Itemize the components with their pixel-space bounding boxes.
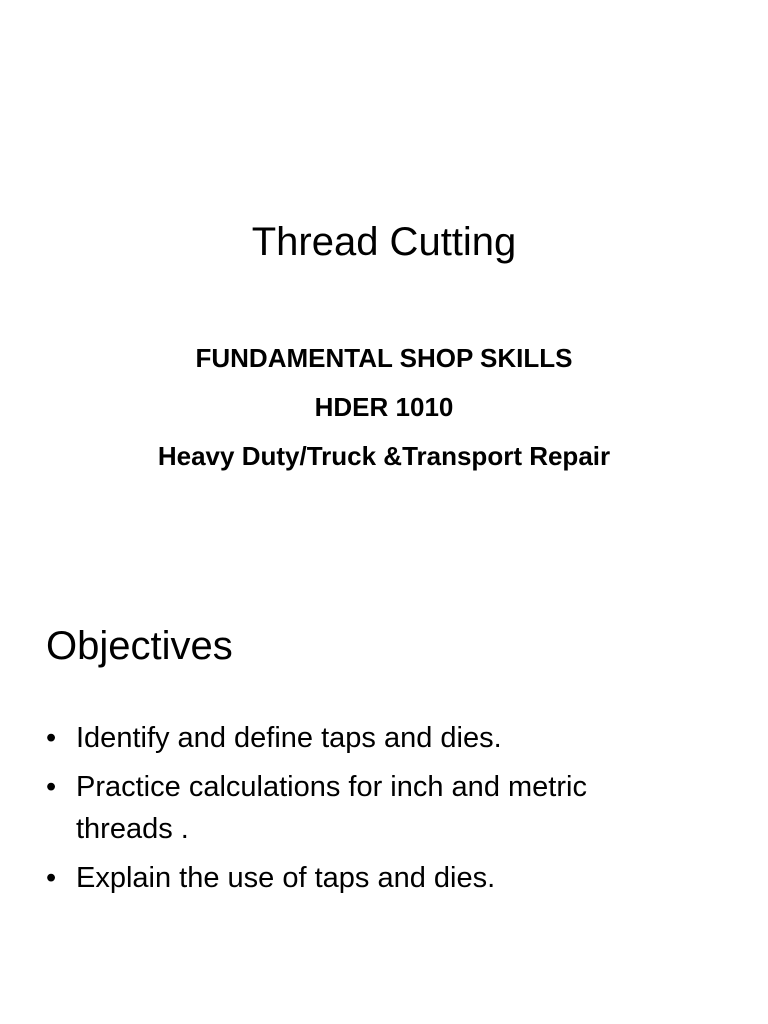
- objectives-heading: Objectives: [46, 624, 233, 668]
- slide-subtitle: [0, 334, 768, 481]
- list-item: [46, 857, 686, 899]
- bullet-text: Practice calculations for inch and metric threads .: [76, 771, 587, 845]
- list-item: [46, 766, 686, 850]
- course-category: FUNDAMENTAL SHOP SKILLS: [195, 343, 573, 373]
- program-name: Heavy Duty/Truck &Transport Repair: [157, 441, 611, 471]
- objectives-list: [46, 717, 686, 906]
- bullet-text: Identify and define taps and dies.: [76, 722, 502, 754]
- list-item: [46, 717, 686, 759]
- bullet-icon: •: [46, 862, 57, 894]
- bullet-text: Explain the use of taps and dies.: [76, 862, 496, 894]
- slide-title: Thread Cutting: [251, 220, 517, 264]
- objectives-slide: [0, 512, 768, 1024]
- bullet-icon: •: [46, 771, 57, 803]
- course-code: HDER 1010: [314, 392, 454, 422]
- bullet-icon: •: [46, 722, 57, 754]
